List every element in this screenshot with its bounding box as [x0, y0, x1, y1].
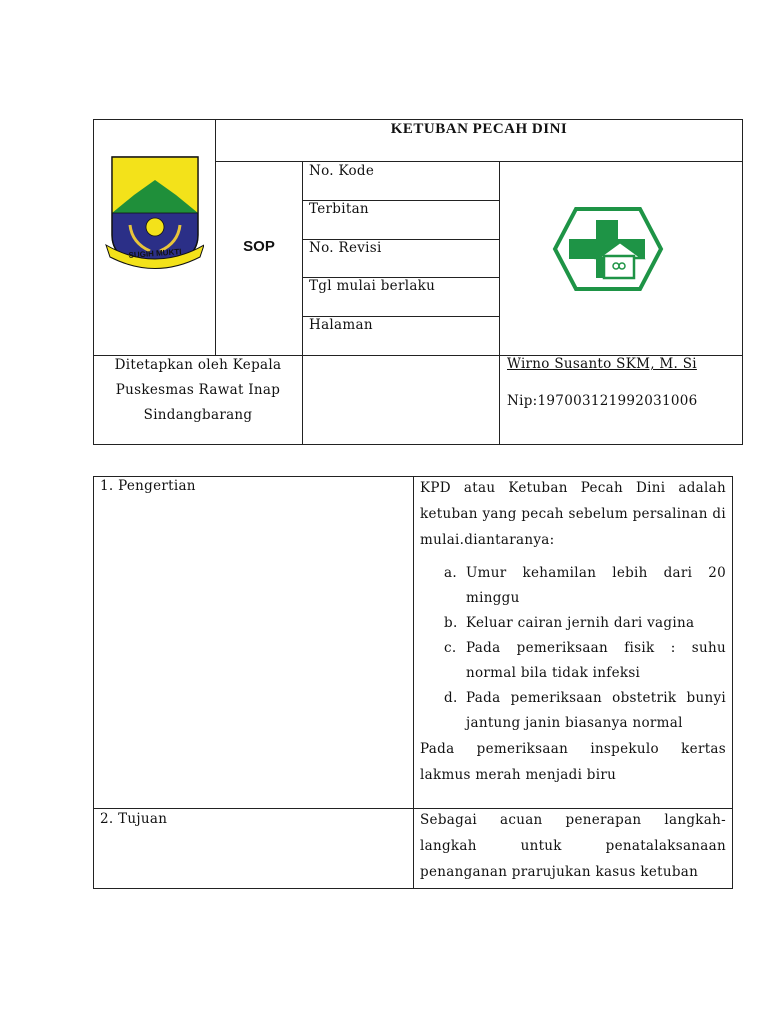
field-no-revisi: No. Revisi: [309, 240, 382, 256]
pengertian-list: [420, 561, 726, 736]
tujuan-body: Sebagai acuan penerapan langkah-langkah untuk penatalaksanaan penanganan prarujukan kasus ketuban: [420, 812, 726, 880]
list-item: a. Umur kehamilan lebih dari 20 minggu: [444, 565, 726, 606]
field-terbitan: Terbitan: [309, 201, 369, 217]
ditetapkan-text: [94, 353, 302, 428]
fields-cell-border: [499, 161, 500, 445]
field-no-kode: No. Kode: [309, 163, 375, 179]
regency-crest-logo: [104, 155, 204, 270]
ditetapkan-line: Ditetapkan oleh Kepala: [114, 357, 282, 373]
official-nip: Nip:197003121992031006: [507, 393, 698, 409]
ditetapkan-line: Puskesmas Rawat Inap: [115, 382, 281, 398]
logo-cell-border: [215, 119, 216, 355]
list-item: c. Pada pemeriksaan fisik : suhu normal bila tidak infeksi: [444, 640, 726, 681]
puskesmas-logo: [552, 206, 664, 292]
official-name: Wirno Susanto SKM, M. Si: [507, 356, 697, 372]
pengertian-label: 1. Pengertian: [100, 478, 196, 494]
document-title: KETUBAN PECAH DINI: [390, 121, 568, 137]
puskesmas-cross-icon: [552, 206, 664, 292]
title-row-border: [215, 161, 743, 162]
ditetapkan-line: Sindangbarang: [143, 407, 253, 423]
sop-label: SOP: [243, 238, 275, 255]
pengertian-body: [420, 475, 726, 788]
crest-banner-text: SUGIH MUKTI: [128, 247, 182, 260]
content-col-border: [413, 476, 414, 889]
field-halaman: Halaman: [309, 317, 373, 333]
tujuan-label: 2. Tujuan: [100, 811, 168, 827]
field-tgl-mulai-berlaku: Tgl mulai berlaku: [309, 278, 436, 294]
list-item: d. Pada pemeriksaan obstetrik bunyi jantung janin biasanya normal: [444, 690, 726, 731]
list-item: b. Keluar cairan jernih dari vagina: [444, 615, 695, 631]
pengertian-outro: Pada pemeriksaan inspekulo kertas lakmus merah menjadi biru: [420, 741, 726, 783]
sop-cell-border: [302, 161, 303, 445]
pengertian-intro: KPD atau Ketuban Pecah Dini adalah ketuban yang pecah sebelum persalinan di mulai.diantaranya:: [420, 480, 726, 548]
